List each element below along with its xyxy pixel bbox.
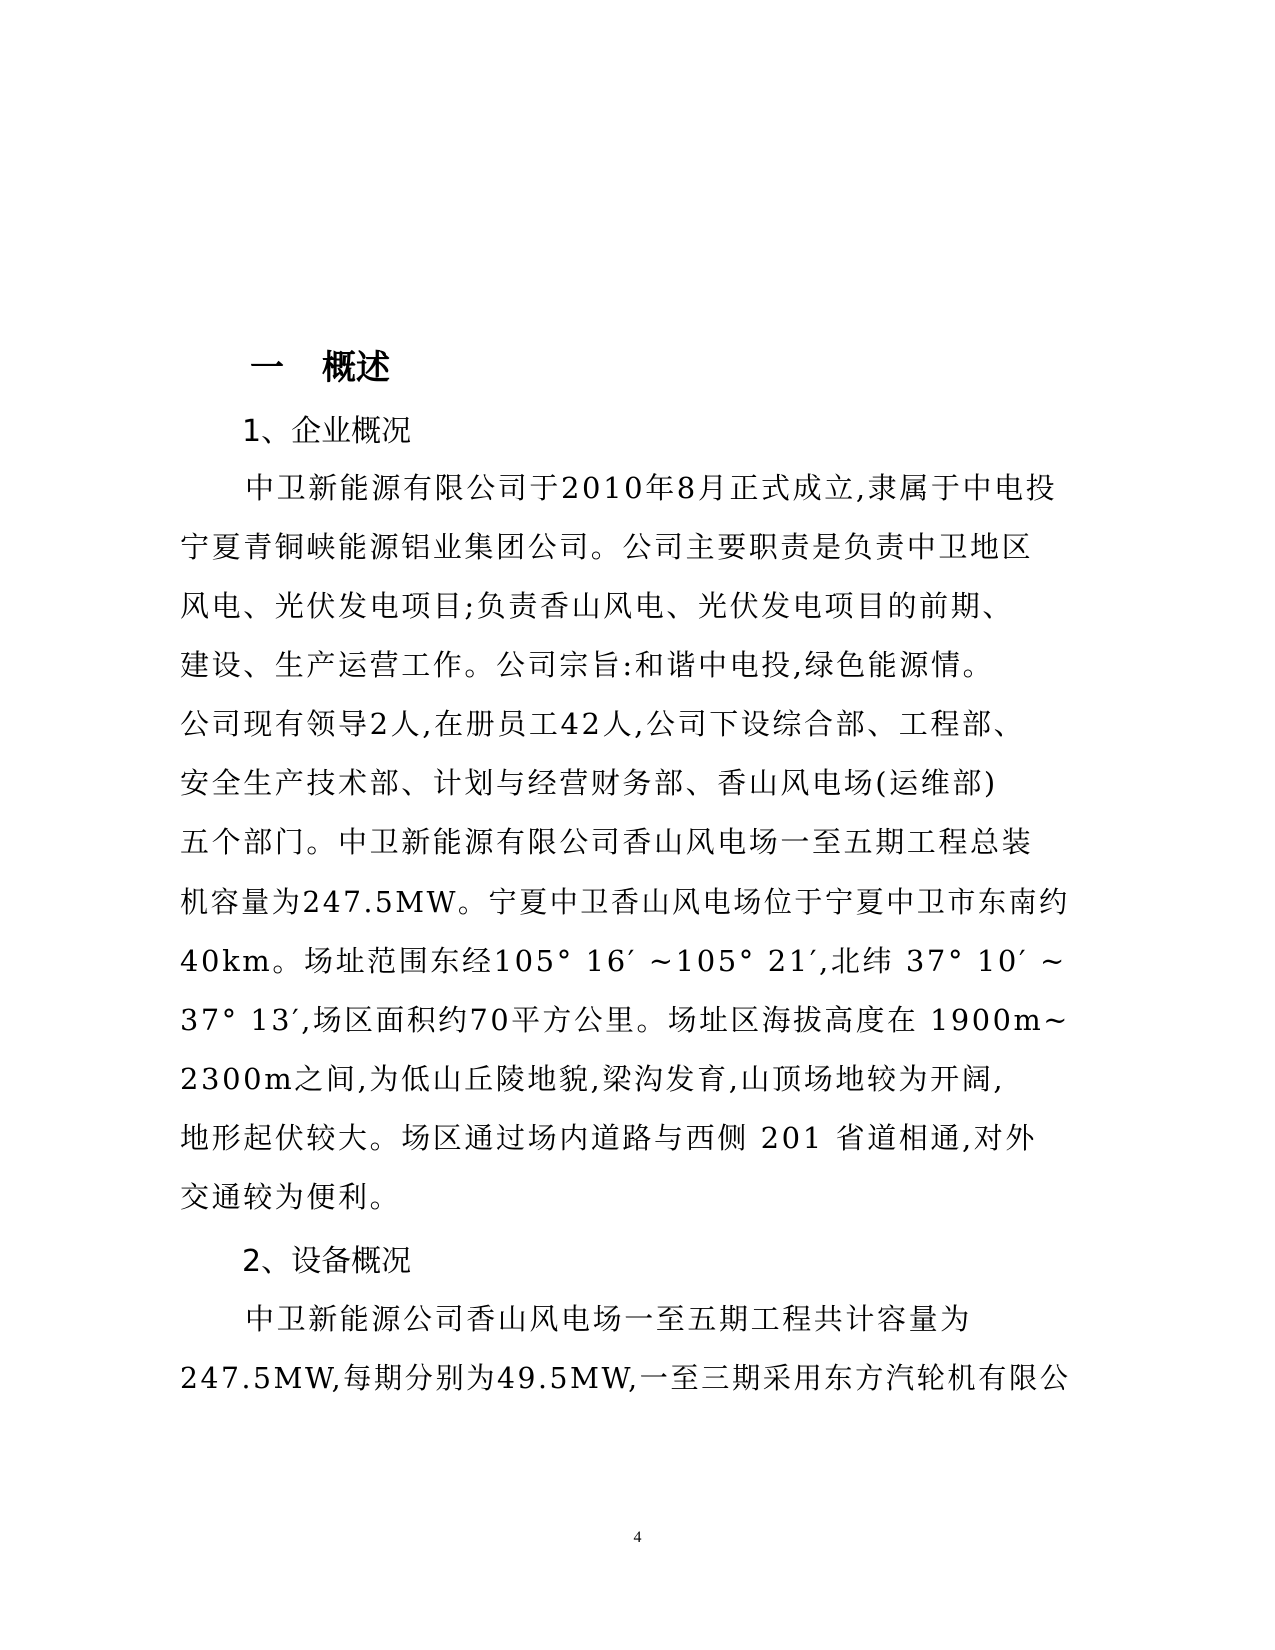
paragraph-line: 40km。场址范围东经105° 16′ ~105° 21′,北纬 37° 10′ ~ <box>180 944 1067 978</box>
paragraph-line: 建设、生产运营工作。公司宗旨:和谐中电投,绿色能源情。 <box>180 648 995 682</box>
paragraph-line: 247.5MW,每期分别为49.5MW,一至三期采用东方汽轮机有限公 <box>180 1361 1071 1395</box>
subsection-heading-equipment: 2、设备概况 <box>242 1244 412 1279</box>
paragraph-line: 安全生产技术部、计划与经营财务部、香山风电场(运维部) <box>180 766 998 800</box>
paragraph-line: 中卫新能源有限公司于2010年8月正式成立,隶属于中电投 <box>245 471 1058 505</box>
subsection-heading-company: 1、企业概况 <box>242 414 412 449</box>
paragraph-line: 中卫新能源公司香山风电场一至五期工程共计容量为 <box>245 1302 972 1336</box>
paragraph-line: 五个部门。中卫新能源有限公司香山风电场一至五期工程总装 <box>180 825 1034 859</box>
paragraph-line: 风电、光伏发电项目;负责香山风电、光伏发电项目的前期、 <box>180 589 1014 623</box>
paragraph-line: 机容量为247.5MW。宁夏中卫香山风电场位于宁夏中卫市东南约 <box>180 885 1070 919</box>
paragraph-line: 2300m之间,为低山丘陵地貌,梁沟发育,山顶场地较为开阔, <box>180 1062 1006 1096</box>
paragraph-line: 地形起伏较大。场区通过场内道路与西侧 201 省道相通,对外 <box>180 1121 1038 1155</box>
section-heading <box>250 344 390 392</box>
paragraph-line: 37° 13′,场区面积约70平方公里。场址区海拔高度在 1900m~ <box>180 1003 1070 1037</box>
section-number: 一 <box>250 348 284 388</box>
paragraph-line: 公司现有领导2人,在册员工42人,公司下设综合部、工程部、 <box>180 707 1026 741</box>
paragraph-line: 宁夏青铜峡能源铝业集团公司。公司主要职责是负责中卫地区 <box>180 530 1034 564</box>
page-number: 4 <box>633 1529 642 1546</box>
paragraph-line: 交通较为便利。 <box>180 1180 402 1214</box>
section-title: 概述 <box>322 348 390 388</box>
